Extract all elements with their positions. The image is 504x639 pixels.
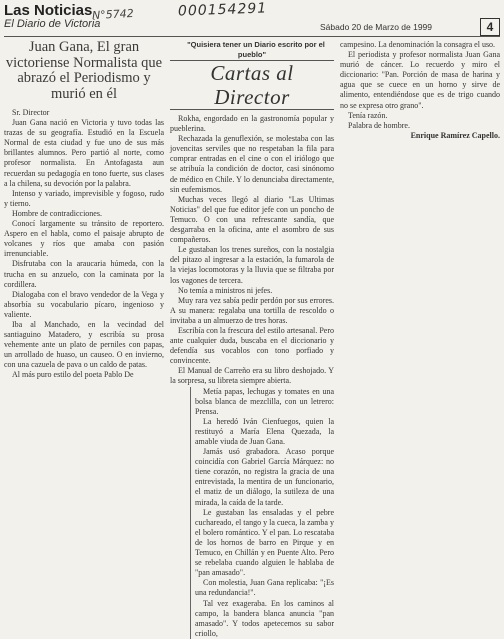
paragraph: Hombre de contradicciones.	[12, 208, 102, 218]
paragraph: Jamás usó grabadora. Acaso porque coincidía con Gabriel García Márquez: no tiene corazón, no registra la gracia de una entrevistada, la mentira de un funcionario, el matiz de un diálogo, la sutileza de una mirada, la caída de la tarde.	[195, 447, 334, 507]
paragraph: Juan Gana nació en Victoria y tuvo todas las trazas de su geografía. Estudió en la Escuela Normal de esta ciudad y fue uno de sus más brillantes alumnos. Pero partió al norte, como profesor normalista. En Antofagasta aun recuerdan su pedagogía en tono fuerte, sus clases a la chilena, su devoción por la palabra.	[4, 118, 164, 188]
paragraph: Le gustaban los trenes sureños, con la nostalgia del pitazo al ingresar a la estación, la fumarola de la viejas locomotoras y la lluvia que se filtraba por los vagones de tercera.	[170, 245, 334, 285]
newspaper-subtitle: El Diario de Victoria	[4, 18, 101, 30]
handwritten-archive-code: 000154291	[177, 0, 268, 20]
paragraph: Disfrutaba con la araucaria húmeda, con la trucha en su anzuelo, con la caminata por la cordillera.	[4, 259, 164, 289]
newspaper-name: Las Noticias	[4, 2, 93, 19]
paragraph: Iba al Manchado, en la vecindad del santiaguino Matadero, y escribía su prosa vehemente ante un plato de perniles con papas, un arrollado de huaso, un causeo. O en invierno, con una cazuela de pava o un caldo de patas.	[4, 319, 164, 370]
paragraph: Metía papas, lechugas y tomates en una bolsa blanca de mezclilla, con un letrero: Prensa.	[195, 386, 334, 416]
paragraph: El periodista y profesor normalista Juan Gana murió de cáncer. Lo recuerdo y miro el diccionario: "Pan. Porción de masa de harina y agua que se cuece en un horno y sirve de alimento, entendiéndose que es de trigo cuando no se expresa otro grano".	[340, 50, 500, 110]
paragraph: Escribía con la frescura del estilo artesanal. Pero ante cualquier duda, buscaba en el diccionario y defendía sus vocablos con tono porfiado y convincente.	[170, 325, 334, 366]
paragraph: Intenso y variado, imprevisible y fogoso, rudo y tierno.	[4, 188, 164, 208]
publication-date: Sábado 20 de Marzo de 1999	[320, 22, 433, 32]
handwritten-reference: N°5742	[91, 6, 135, 23]
paragraph: Conocí largamente su tránsito de reportero. Aspero en el habla, como el paisaje abrupto de volcanes y ríos que amaba con pasión irrenunciable.	[4, 219, 164, 259]
paragraph: Tal vez exageraba. En los caminos al campo, la bandera blanca anuncia "pan amasado". Y todos apetecemos su sabor criollo,	[195, 598, 334, 638]
paragraph: Tenía razón.	[348, 110, 388, 120]
paragraph: Le gustaban las ensaladas y el pebre cuchareado, el tango y la cueca, la zamba y el bolero romántico. Y el pan. Lo rescataba de los hornos de barro en Pirque y en Temuco, en Chillán y en Puente Alto. Pero se rebelaba cuando alguien le hablaba de "pan amasado".	[195, 507, 334, 578]
paragraph: Al más puro estilo del poeta Pablo De	[12, 370, 134, 380]
column-middle	[170, 40, 334, 639]
paragraph: Dialogaba con el bravo vendedor de la Vega y absorbía su vocabulario pícaro, ingenioso y valiente.	[4, 289, 164, 319]
paragraph: Con molestia, Juan Gana replicaba: "¡Es una redundancia!".	[195, 578, 334, 598]
section-kicker: "Quisiera tener un Diario escrito por el pueblo"	[187, 40, 325, 59]
paragraph: La heredó Iván Cienfuegos, quien la restituyó a María Elena Quezada, la amable viuda de Juan Gana.	[195, 416, 334, 446]
continued-text-block	[190, 387, 334, 639]
paragraph: El Manual de Carreño era su libro deshojado. Y la sorpresa, su libreta siempre abierta.	[170, 366, 334, 386]
paragraph: Palabra de hombre.	[348, 120, 410, 130]
masthead	[4, 3, 100, 30]
paragraph: Rokha, engordado en la gastronomía popular y pueblerina.	[170, 114, 334, 134]
paragraph: Muy rara vez sabía pedir perdón por sus errores. A su manera: regalaba una tortilla de rescoldo o invitaba a un almuerzo de tres horas.	[170, 295, 334, 325]
article-headline: Juan Gana, El gran victoriense Normalista que abrazó el Periodismo y murió en él	[5, 39, 163, 102]
page-number: 4	[480, 18, 500, 36]
paragraph: campesino. La denominación la consagra el uso.	[340, 40, 496, 49]
header-divider	[4, 36, 500, 37]
salutation: Sr. Director	[12, 108, 50, 117]
section-title: Cartas al Director	[170, 60, 334, 110]
column-left	[4, 40, 164, 381]
column-right	[340, 40, 500, 141]
paragraph: No temía a ministros ni jefes.	[178, 285, 273, 295]
paragraph: Muchas veces llegó al diario "Las Ultimas Noticias" del que fue editor jefe con un poncho de Temuco. O con una refrescante sandía, que desgarraba en la oficina, ante el asombro de sus compañeros.	[170, 194, 334, 245]
paragraph: Rechazada la genuflexión, se molestaba con las jovencitas serviles que no respetaban la fila para comprar entradas en el cine o con el iriólogo que se atribuía la condición de doctor, casi sinónomo de médico en Chile. Y lo denunciaba directamente, sin eufemismos.	[170, 134, 334, 194]
author-signature: Enrique Ramírez Capello.	[410, 130, 500, 140]
